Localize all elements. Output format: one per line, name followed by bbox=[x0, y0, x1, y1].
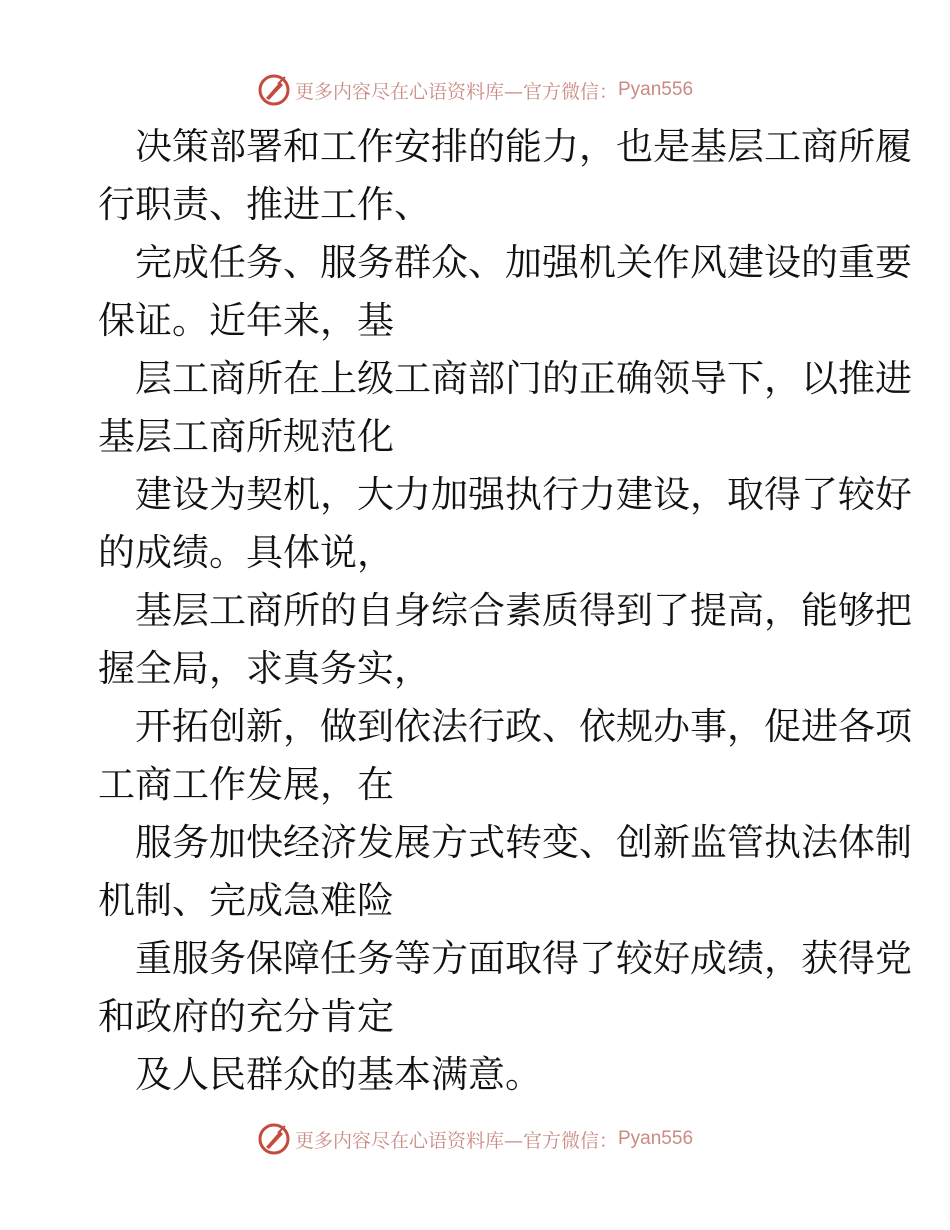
watermark-text: 更多内容尽在心语资料库—官方微信： bbox=[294, 80, 618, 103]
text-line: 开拓创新，做到依法行政、依规办事，促进各项 bbox=[135, 705, 912, 748]
quill-pen-circle-icon bbox=[257, 73, 291, 107]
text-line: 和政府的充分肯定 bbox=[98, 995, 394, 1038]
paragraph bbox=[98, 234, 912, 350]
text-line: 层工商所在上级工商部门的正确领导下，以推进 bbox=[135, 357, 912, 400]
text-line: 保证。近年来，基 bbox=[98, 299, 394, 342]
paragraph bbox=[98, 814, 912, 930]
text-line: 的成绩。具体说， bbox=[98, 531, 394, 574]
paragraph bbox=[98, 350, 912, 466]
text-line: 基层工商所规范化 bbox=[98, 415, 394, 458]
text-line: 完成任务、服务群众、加强机关作风建设的重要 bbox=[135, 241, 912, 284]
watermark-wechat-id: Pyan556 bbox=[618, 79, 694, 100]
text-line: 工商工作发展，在 bbox=[98, 763, 394, 806]
text-line: 重服务保障任务等方面取得了较好成绩，获得党 bbox=[135, 937, 912, 980]
header-watermark bbox=[0, 73, 950, 107]
paragraph bbox=[98, 466, 912, 582]
text-line: 机制、完成急难险 bbox=[98, 879, 394, 922]
text-line: 服务加快经济发展方式转变、创新监管执法体制 bbox=[135, 821, 912, 864]
watermark-wechat-id: Pyan556 bbox=[618, 1128, 694, 1149]
quill-pen-circle-icon bbox=[257, 1122, 291, 1156]
text-line: 建设为契机，大力加强执行力建设，取得了较好 bbox=[135, 473, 912, 516]
paragraph bbox=[98, 930, 912, 1046]
text-line: 握全局，求真务实， bbox=[98, 647, 431, 690]
watermark-text: 更多内容尽在心语资料库—官方微信： bbox=[294, 1129, 618, 1152]
body-text bbox=[98, 118, 912, 1104]
text-line: 及人民群众的基本满意。 bbox=[135, 1053, 542, 1096]
paragraph bbox=[98, 582, 912, 698]
paragraph bbox=[98, 1046, 858, 1104]
paragraph bbox=[98, 118, 912, 234]
text-line: 行职责、推进工作、 bbox=[98, 183, 431, 226]
paragraph bbox=[98, 698, 912, 814]
text-line: 基层工商所的自身综合素质得到了提高，能够把 bbox=[135, 589, 912, 632]
footer-watermark bbox=[0, 1122, 950, 1156]
text-line: 决策部署和工作安排的能力，也是基层工商所履 bbox=[135, 125, 912, 168]
